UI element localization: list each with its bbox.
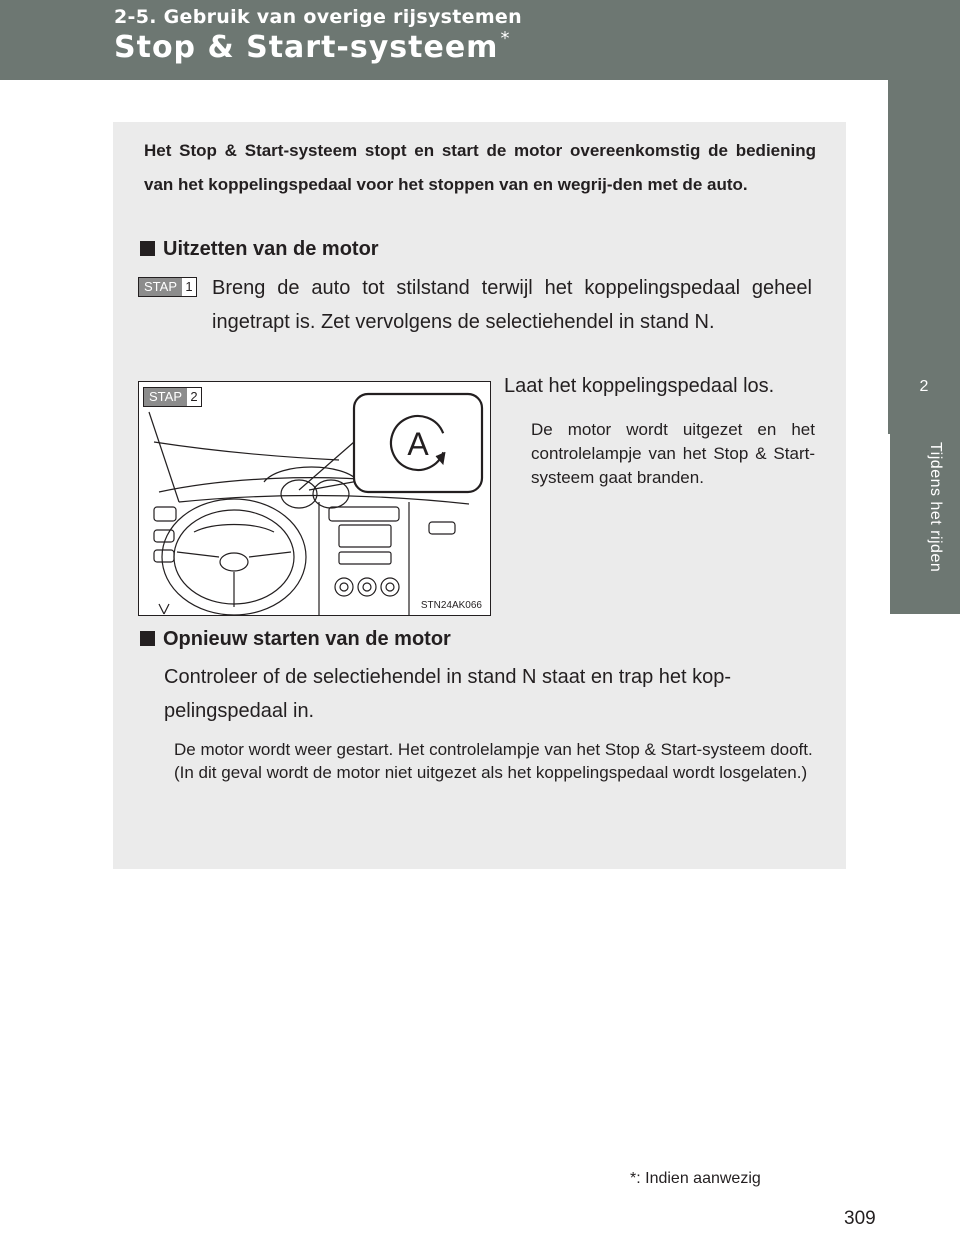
step-2-text: Laat het koppelingspedaal los.	[504, 375, 775, 397]
restart-note-line-1: De motor wordt weer gestart. Het controlelampje van het Stop & Start-systeem dooft.	[174, 740, 813, 759]
side-tab-chapter	[888, 342, 960, 434]
indicator-letter: A	[407, 426, 429, 462]
page-number: 309	[844, 1208, 876, 1229]
step-1-number: 1	[182, 278, 196, 296]
page-title-text: Stop & Start-systeem	[114, 30, 499, 65]
footnote-asterisk: *	[630, 1170, 637, 1187]
subheading-restart	[140, 628, 451, 651]
square-bullet-icon	[140, 631, 155, 646]
chapter-title: Tijdens het rijden	[927, 442, 944, 573]
restart-note-line-2: (In dit geval wordt de motor niet uitgezet als het koppelingspedaal wordt losgelaten.)	[174, 763, 808, 782]
footnote-text: : Indien aanwezig	[636, 1170, 761, 1187]
step-1-text: Breng de auto tot stilstand terwijl het koppelingspedaal geheel ingetrapt is. Zet vervolgens de selectiehendel in stand N.	[212, 277, 812, 333]
restart-text: Controleer of de selectiehendel in stand N staat en trap het kop-pelingspedaal in.	[164, 666, 732, 722]
step-1-badge	[138, 277, 197, 297]
content-box	[113, 122, 846, 869]
square-bullet-icon	[140, 241, 155, 256]
title-asterisk: *	[500, 28, 511, 49]
subheading-restart-text: Opnieuw starten van de motor	[163, 628, 451, 650]
side-tab-top	[888, 80, 960, 342]
restart-note	[174, 738, 814, 784]
page-title	[114, 30, 510, 65]
side-tab-title	[890, 434, 960, 614]
step-1-label: STAP	[139, 278, 182, 296]
page-header	[0, 0, 960, 80]
section-label: 2-5. Gebruik van overige rijsystemen	[114, 6, 522, 28]
figure-code: STN24AK066	[420, 600, 482, 611]
step-2-note: De motor wordt uitgezet en het controlelampje van het Stop & Start-systeem gaat branden.	[531, 420, 815, 487]
dashboard-illustration	[138, 381, 491, 616]
subheading-stop-text: Uitzetten van de motor	[163, 238, 379, 260]
footnote	[630, 1170, 761, 1188]
step-2-number: 2	[187, 388, 201, 406]
chapter-number: 2	[919, 378, 929, 395]
intro-paragraph: Het Stop & Start-systeem stopt en start de motor overeenkomstig de bediening van het koppelingspedaal voor het stoppen van en wegrij-den met de auto.	[144, 141, 816, 194]
subheading-stop	[140, 238, 379, 261]
step-2-label: STAP	[144, 388, 187, 406]
step-2-badge	[143, 387, 202, 407]
dashboard-drawing	[139, 382, 490, 615]
